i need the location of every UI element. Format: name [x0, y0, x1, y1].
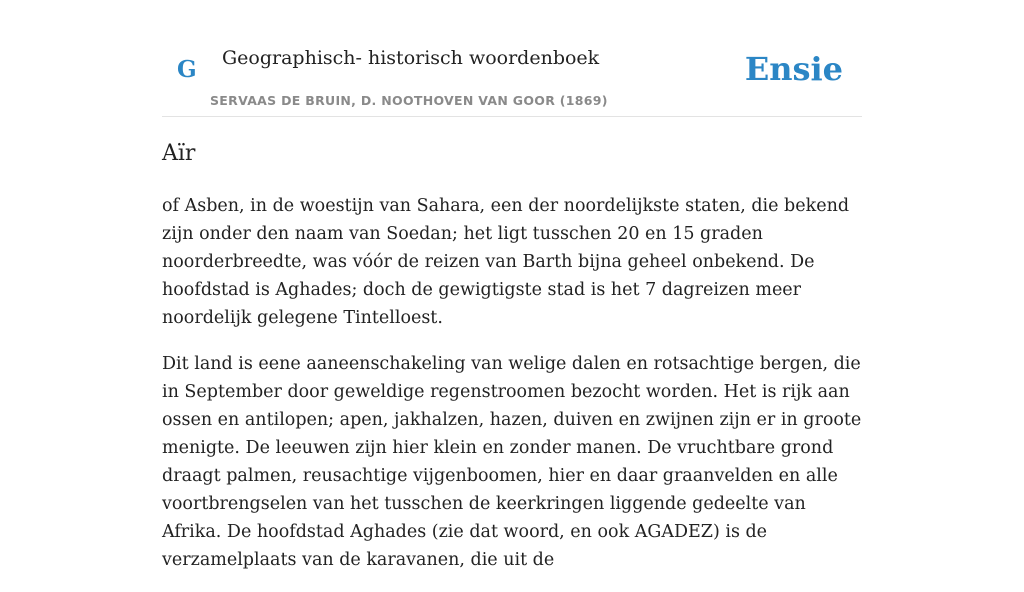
- book-authors: SERVAAS DE BRUIN, D. NOOTHOVEN VAN GOOR (1869): [210, 93, 608, 108]
- book-title[interactable]: Geographisch- historisch woordenboek: [222, 47, 600, 69]
- book-logo-letter[interactable]: G: [177, 56, 197, 83]
- ensie-logo[interactable]: Ensie: [744, 50, 843, 88]
- entry-paragraph: Dit land is eene aaneenschakeling van welige dalen en rotsachtige bergen, die in September door geweldige regenstroomen bezocht worden. Het is rijk aan ossen en antilopen; apen, jakhalzen, hazen, duiven en zwijnen zijn er in groote menigte. De leeuwen zijn hier klein en zonder manen. De vruchtbare grond draagt palmen, reusachtige vijgenboomen, hier en daar graanvelden en alle voortbrengselen van het tusschen de keerkringen liggende gedeelte van Afrika. De hoofdstad Aghades (zie dat woord, en ook AGADEZ) is de verzamelplaats van de karavanen, die uit de: [162, 354, 862, 570]
- entry-title: Aïr: [162, 141, 196, 166]
- site-header: [162, 0, 862, 117]
- entry-body: [162, 192, 864, 592]
- entry-paragraph: of Asben, in de woestijn van Sahara, een der noordelijkste staten, die bekend zijn onder den naam van Soedan; het ligt tusschen 20 en 15 graden noorderbreedte, was vóór de reizen van Barth bijna geheel onbekend. De hoofdstad is Aghades; doch de gewigtigste stad is het 7 dagreizen meer noordelijk gelegene Tintelloest.: [162, 196, 850, 328]
